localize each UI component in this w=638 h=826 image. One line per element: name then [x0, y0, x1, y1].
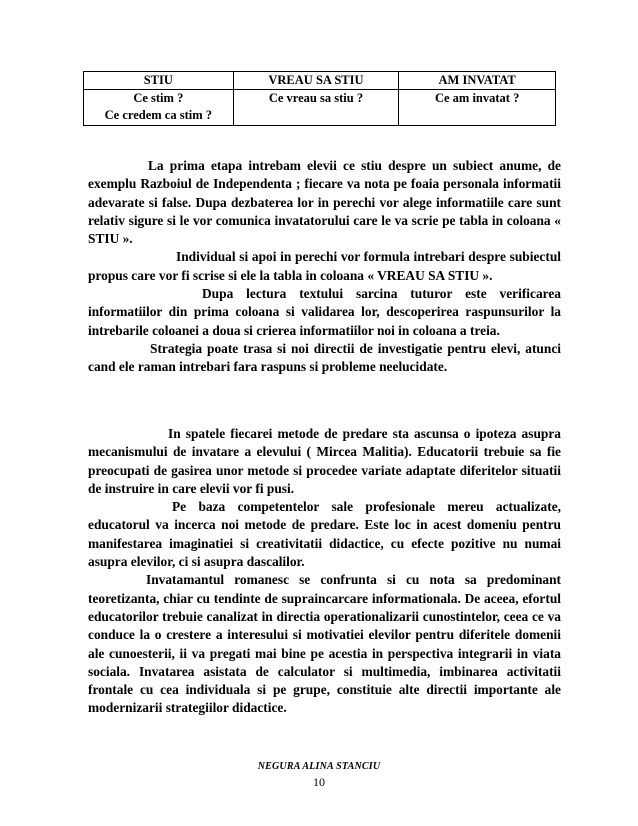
footer-author: NEGURA ALINA STANCIU [257, 761, 381, 772]
paragraph: Individual si apoi in perechi vor formula intrebari despre subiectul propus care vor fi scrise si ele la tabla in coloana « VREAU SA STIU ». [88, 249, 561, 283]
cell-am-invatat [399, 90, 556, 126]
paragraph: In spatele fiecarei metode de predare sta ascunsa o ipoteza asupra mecanismului de invatare a elevului ( Mircea Malitia). Educatorii trebuie sa fie preocupati de gasirea unor metode si procedee variate adaptate diferitelor situatii de instruire in care elevii vor fi pusi. [88, 426, 561, 496]
cell-text: Ce vreau sa stiu ? [268, 91, 364, 105]
cell-stiu [84, 90, 234, 126]
paragraph: La prima etapa intrebam elevii ce stiu despre un subiect anume, de exemplu Razboiul de Independenta ; fiecare va nota pe foaia personala informatii adevarate si false. Dupa dezbaterea lor in perechi vor alege informatiile care sunt relativ sigure si le vor comunica invatatorului care le va scrie pe tabla in coloana « STIU ». [88, 158, 561, 247]
paragraph: Invatamantul romanesc se confrunta si cu nota sa predominant teoretizanta, chiar cu tendinte de supraincarcare informationala. De aceea, efortul educatorilor trebuie canalizat in directia operationalizarii cunostintelor, ceea ce va conduce la o crestere a interesului si motivatiei elevilor pentru diferitele domenii ale cunoesterii, ii va pregati mai bine pe acestia in perspectiva integrarii in viata sociala. Invatarea asistata de calculator si multimedia, imbinarea activitatii frontale cu cea individuala si pe grupe, constituie alte directii importante ale modernizarii strategiilor didactice. [88, 572, 561, 716]
kwl-table [83, 71, 556, 126]
header-stiu: STIU [84, 72, 234, 90]
header-vreau-sa-stiu: VREAU SA STIU [233, 72, 399, 90]
cell-text: Ce stim ? [133, 91, 184, 105]
table-row [84, 90, 556, 126]
table-header-row [84, 72, 556, 90]
paragraph: Pe baza competentelor sale profesionale mereu actualizate, educatorul va incerca noi metode de predare. Este loc in acest domeniu pentru manifestarea imaginatiei si creativitatii didactice, cu efecte pozitive nu numai asupra elevilor, ci si asupra dascalilor. [88, 499, 561, 570]
cell-text: Ce credem ca stim ? [104, 108, 213, 122]
page-number: 10 [313, 775, 325, 789]
text-block-kwl-explanation [88, 157, 561, 377]
cell-vreau-sa-stiu [233, 90, 399, 126]
text-block-teaching-methods [88, 425, 561, 718]
cell-text: Ce am invatat ? [434, 91, 520, 105]
paragraph: Dupa lectura textului sarcina tuturor este verificarea informatiilor din prima coloana si validarea lor, descoperirea raspunsurilor la intrebarile coloanei a doua si crierea informatiilor noi in coloana a treia. [88, 286, 561, 338]
paragraph: Strategia poate trasa si noi directii de investigatie pentru elevi, atunci cand ele raman intrebari fara raspuns si probleme neelucidate. [88, 340, 561, 375]
header-am-invatat: AM INVATAT [399, 72, 556, 90]
